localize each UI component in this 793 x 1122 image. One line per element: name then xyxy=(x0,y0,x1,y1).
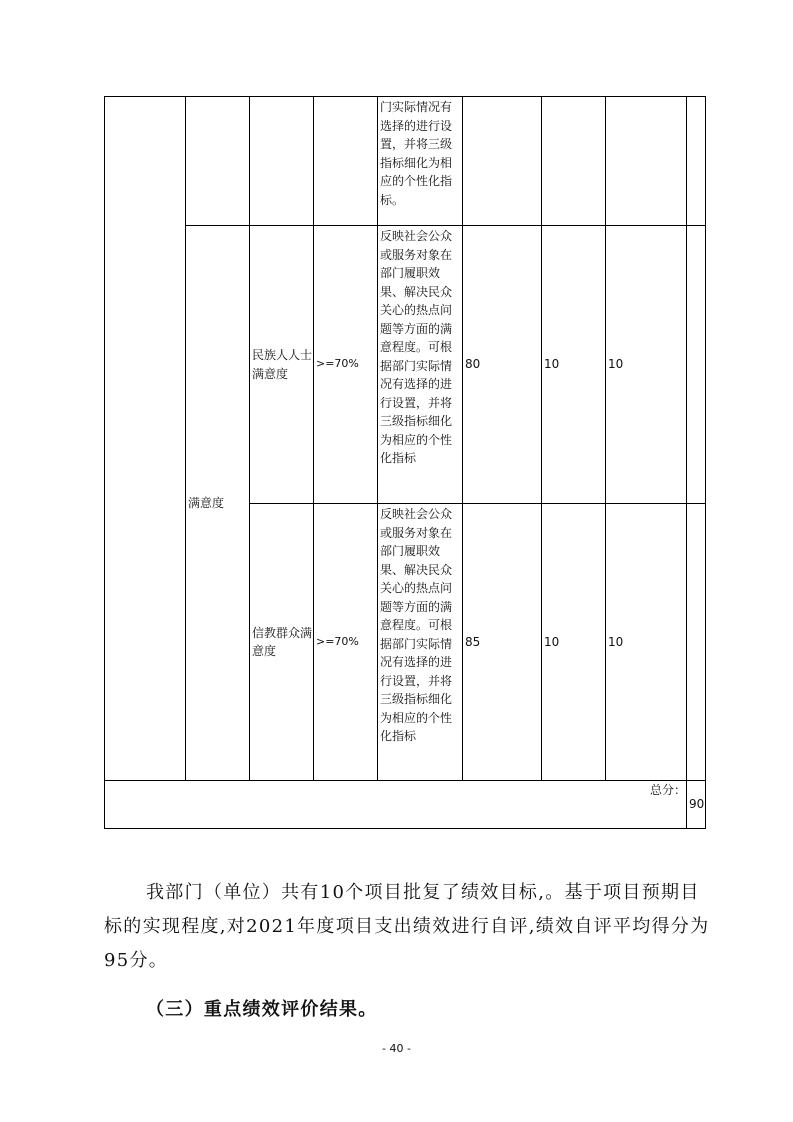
section-heading: （三）重点绩效评价结果。 xyxy=(146,999,378,1020)
total-label: 总分： xyxy=(105,781,687,829)
summary-paragraph: 我部门（单位）共有10个项目批复了绩效目标,。基于项目预期目标的实现程度,对2021年度项目支出绩效进行自评,绩效自评平均得分为95分。 xyxy=(104,882,710,971)
page-number: - 40 - xyxy=(382,1042,411,1055)
total-value: 90 xyxy=(687,781,706,829)
description-cell: 门实际情况有选择的进行设置，并将三级指标细化为相应的个性化指标。 xyxy=(378,97,463,226)
first-level-indicator-cell xyxy=(105,97,186,781)
remark-cell xyxy=(687,504,706,781)
target-cell xyxy=(314,97,378,226)
score-value: 10 xyxy=(606,226,687,504)
target-value: >=70% xyxy=(314,504,378,781)
performance-table xyxy=(104,96,706,829)
indicator-description: 反映社会公众或服务对象在部门履职效果、解决民众关心的热点问题等方面的满意程度。可根据部门实际情况有选择的进行设置，并将三级指标细化为相应的个性化指标 xyxy=(378,504,463,781)
second-level-indicator-cell xyxy=(186,97,250,226)
remark-cell xyxy=(687,226,706,504)
satisfaction-label: 满意度 xyxy=(186,226,250,781)
table-row xyxy=(105,97,706,226)
actual-value: 80 xyxy=(463,226,542,504)
actual-value-cell xyxy=(463,97,542,226)
remark-cell xyxy=(687,97,706,226)
indicator-description: 反映社会公众或服务对象在部门履职效果、解决民众关心的热点问题等方面的满意程度。可根据部门实际情况有选择的进行设置，并将三级指标细化为相应的个性化指标 xyxy=(378,226,463,504)
weight-cell xyxy=(542,97,606,226)
score-value: 10 xyxy=(606,504,687,781)
indicator-name: 民族人人士满意度 xyxy=(250,226,314,504)
indicator-name: 信教群众满意度 xyxy=(250,504,314,781)
weight-value: 10 xyxy=(542,226,606,504)
third-level-indicator-cell xyxy=(250,97,314,226)
target-value: >=70% xyxy=(314,226,378,504)
weight-value: 10 xyxy=(542,504,606,781)
table-row xyxy=(105,226,706,504)
score-cell xyxy=(606,97,687,226)
actual-value: 85 xyxy=(463,504,542,781)
table-row-total xyxy=(105,781,706,829)
